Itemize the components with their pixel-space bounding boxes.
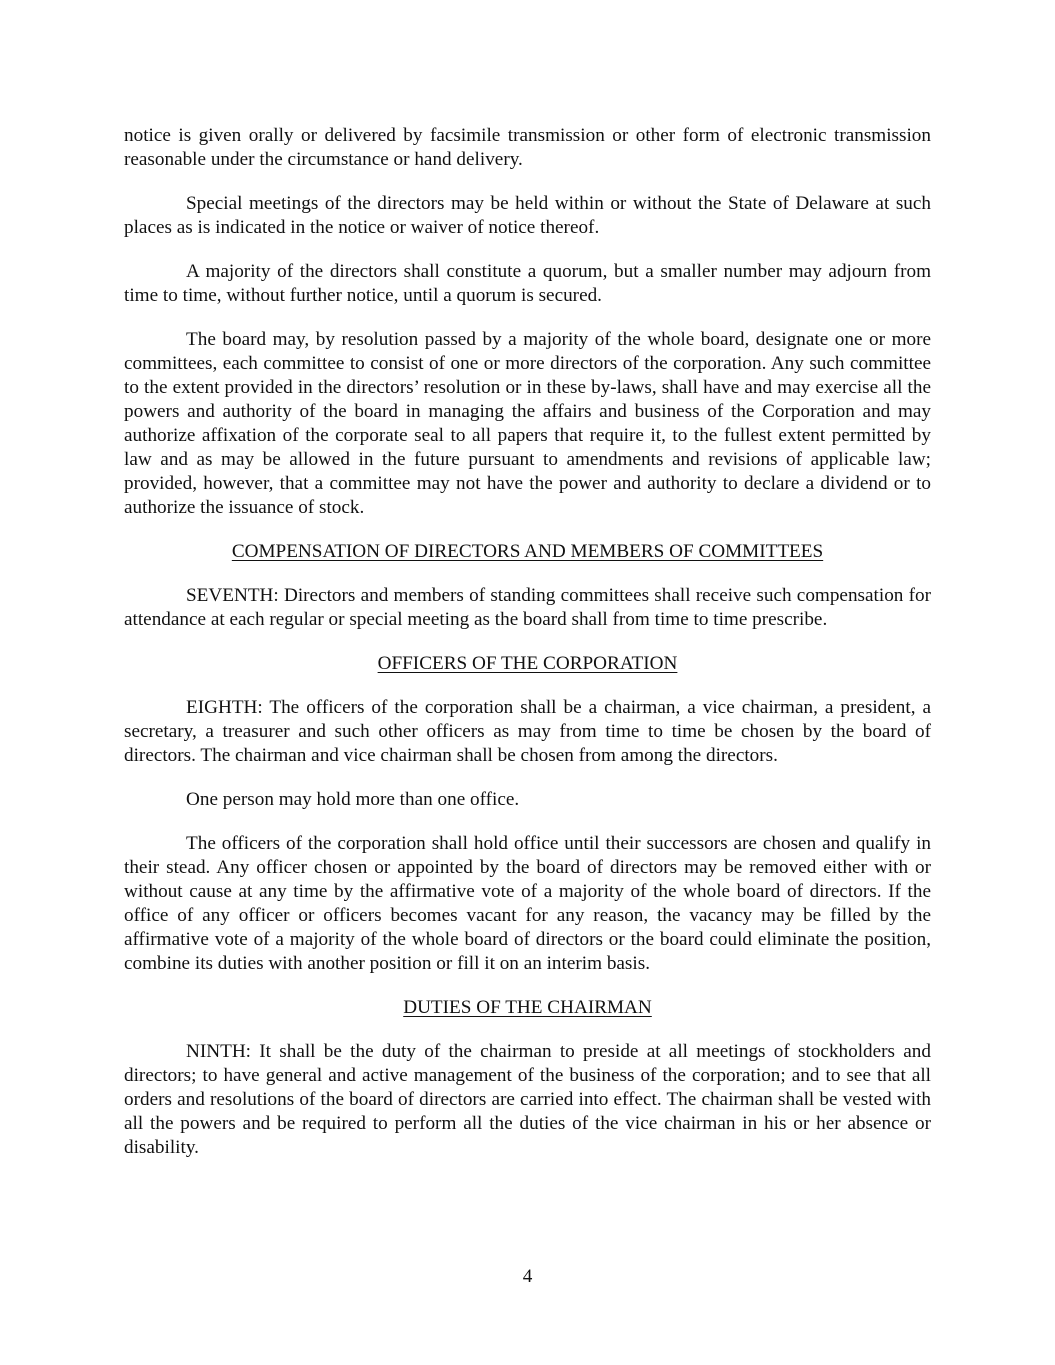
paragraph-eighth: EIGHTH: The officers of the corporation shall be a chairman, a vice chairman, a president, a secretary, a treasurer and such other officers as may from time to time be chosen by the board of directors. The chairman and vice chairman shall be chosen from among the directors. bbox=[124, 697, 931, 766]
heading-text: DUTIES OF THE CHAIRMAN bbox=[403, 997, 652, 1018]
paragraph-officer-tenure: The officers of the corporation shall hold office until their successors are chosen and qualify in their stead. Any officer chosen or appointed by the board of directors may be removed either with or without cause at any time by the affirmative vote of a majority of the whole board of directors. If the office of any officer or officers becomes vacant for any reason, the vacancy may be filled by the affirmative vote of a majority of the whole board of directors or the board could eliminate the position, combine its duties with another position or fill it on an interim basis. bbox=[124, 833, 931, 974]
document-page bbox=[124, 124, 931, 1180]
paragraph-ninth: NINTH: It shall be the duty of the chairman to preside at all meetings of stockholders and directors; to have general and active management of the business of the corporation; and to see that all orders and resolutions of the board of directors are carried into effect. The chairman shall be vested with all the powers and be required to perform all the duties of the vice chairman in his or her absence or disability. bbox=[124, 1041, 931, 1158]
heading-text: OFFICERS OF THE CORPORATION bbox=[377, 653, 678, 674]
paragraph-notice-continuation: notice is given orally or delivered by facsimile transmission or other form of electronic transmission reasonable under the circumstance or hand delivery. bbox=[124, 125, 931, 170]
paragraph-quorum: A majority of the directors shall constitute a quorum, but a smaller number may adjourn from time to time, without further notice, until a quorum is secured. bbox=[124, 261, 931, 306]
page-number: 4 bbox=[522, 1266, 533, 1287]
paragraph-special-meetings: Special meetings of the directors may be held within or without the State of Delaware at such places as is indicated in the notice or waiver of notice thereof. bbox=[124, 193, 931, 238]
paragraph-one-person-office: One person may hold more than one office. bbox=[186, 789, 520, 810]
section-heading-compensation bbox=[124, 540, 931, 564]
paragraph-committees: The board may, by resolution passed by a majority of the whole board, designate one or more committees, each committee to consist of one or more directors of the corporation. Any such committee to the extent provided in the directors’ resolution or in these by-laws, shall have and may exercise all the powers and authority of the board in managing the affairs and business of the Corporation and may authorize affixation of the corporate seal to all papers that require it, to the fullest extent permitted by law and as may be allowed in the future pursuant to amendments and revisions of applicable law; provided, however, that a committee may not have the power and authority to declare a dividend or to authorize the issuance of stock. bbox=[124, 329, 931, 518]
section-heading-chairman-duties bbox=[124, 996, 931, 1020]
heading-text: COMPENSATION OF DIRECTORS AND MEMBERS OF COMMITTEES bbox=[231, 541, 824, 562]
section-heading-officers bbox=[124, 652, 931, 676]
paragraph-seventh: SEVENTH: Directors and members of standing committees shall receive such compensation for attendance at each regular or special meeting as the board shall from time to time prescribe. bbox=[124, 585, 931, 630]
